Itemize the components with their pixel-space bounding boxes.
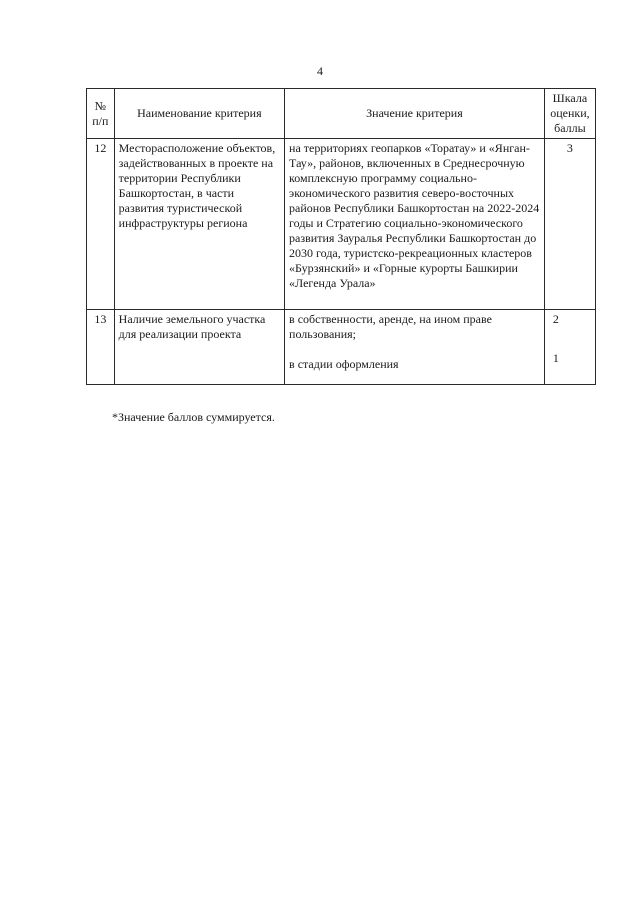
table-row xyxy=(87,139,596,310)
criterion-value-option: в стадии оформления xyxy=(289,357,399,371)
criterion-value: на территориях геопарков «Торатау» и «Янган-Тау», районов, включенных в Среднесрочную комплексную программу социально-экономического развития северо-восточных районов Республики Башкортостан на 2022-2024 годы и Стратегию социально-экономического развития Зауралья Республики Башкортостан до 2030 года, туристско-рекреационных кластеров «Бурзянский» и «Горные курорты Башкирии «Легенда Урала» xyxy=(285,139,545,310)
header-value: Значение критерия xyxy=(285,89,545,139)
row-number: 13 xyxy=(87,310,115,385)
criterion-score-option: 2 xyxy=(552,312,559,326)
value-spacer xyxy=(289,342,540,357)
footnote: *Значение баллов суммируется. xyxy=(112,410,275,424)
criteria-table xyxy=(86,88,596,385)
criterion-value-cell xyxy=(285,310,545,385)
criterion-value-option: в собственности, аренде, на ином праве пользования; xyxy=(289,312,492,341)
header-num: № п/п xyxy=(87,89,115,139)
criterion-score: 3 xyxy=(544,139,595,310)
criterion-score-option: 1 xyxy=(552,351,559,365)
table-row xyxy=(87,310,596,385)
criterion-name: Наличие земельного участка для реализации проекта xyxy=(114,310,284,385)
header-name: Наименование критерия xyxy=(114,89,284,139)
criterion-name: Месторасположение объектов, задействованных в проекте на территории Республики Башкортостан, в части развития туристической инфраструктуры региона xyxy=(114,139,284,310)
row-number: 12 xyxy=(87,139,115,310)
page-number: 4 xyxy=(317,64,323,78)
criterion-score-cell xyxy=(544,310,595,385)
header-score: Шкала оценки, баллы xyxy=(544,89,595,139)
table-header-row xyxy=(87,89,596,139)
